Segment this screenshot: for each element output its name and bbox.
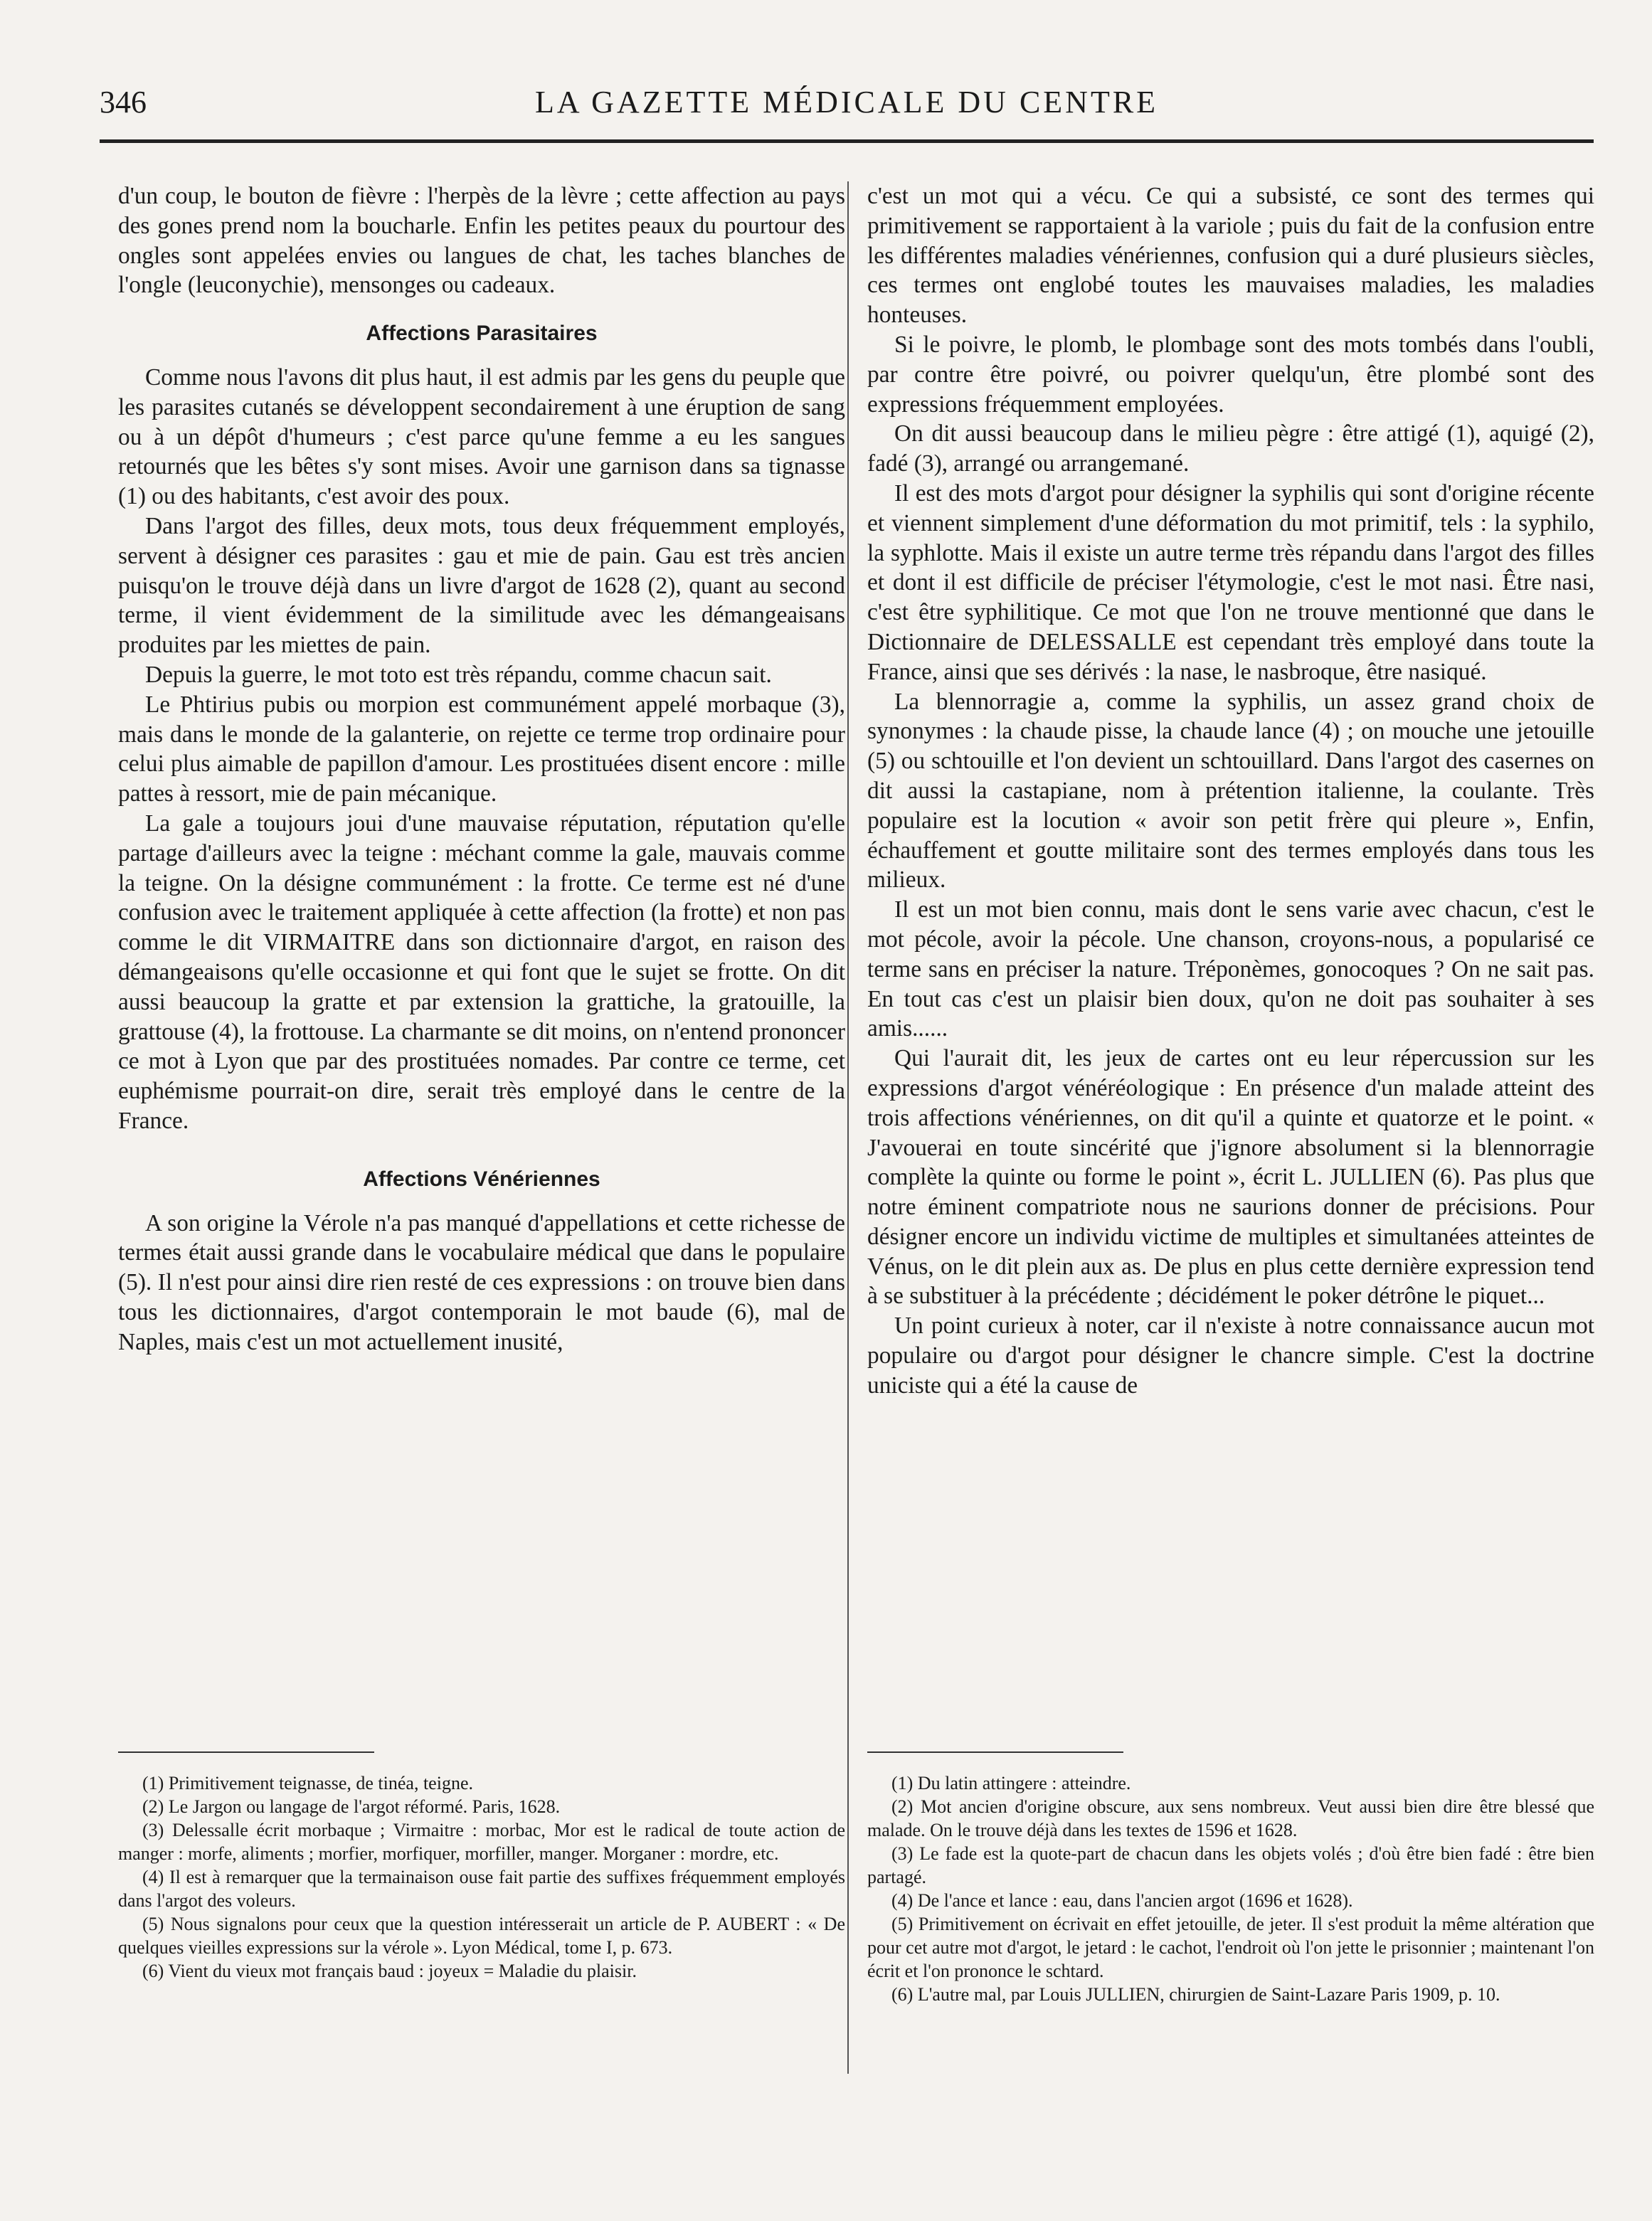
footnote: (2) Le Jargon ou langage de l'argot réformé. Paris, 1628. xyxy=(142,1796,561,1817)
paragraph: A son origine la Vérole n'a pas manqué d'appellations et cette richesse de termes était aussi grande dans le vocabulaire médical que dans le populaire (5). Il n'est pour ainsi dire rien resté de ces expressions : on trouve bien dans tous les dictionnaires, d'argot contemporain le mot baude (6), mal de Naples, mais c'est un mot actuellement inusité, xyxy=(118,1209,845,1355)
paragraph: Il est un mot bien connu, mais dont le sens varie avec chacun, c'est le mot pécole, avoir la pécole. Une chanson, croyons-nous, a popularisé ce terme sans en préciser la nature. Tréponèmes, gonocoques ? On ne sait pas. En tout cas c'est un plaisir bien doux, qu'on ne doit pas souhaiter à ses amis...... xyxy=(867,896,1594,1042)
footnote: (5) Primitivement on écrivait en effet jetouille, de jeter. Il s'est produit la même altération que pour cet autre mot d'argot, le jetard : le cachot, l'endroit où l'on jette le prisonnier ; maintenant l'on écrit et l'on prononce le schtard. xyxy=(867,1914,1594,1981)
paragraph: Un point curieux à noter, car il n'existe à notre connaissance aucun mot populaire ou d'argot pour désigner le chancre simple. C'est la doctrine uniciste qui a été la cause de xyxy=(867,1313,1594,1399)
footnotes-left xyxy=(118,1771,845,1983)
paragraph: Si le poivre, le plomb, le plombage sont des mots tombés dans l'oubli, par contre être poivré, ou poivrer quelqu'un, être plombé sont des expressions fréquemment employées. xyxy=(867,331,1594,418)
journal-title: LA GAZETTE MÉDICALE DU CENTRE xyxy=(534,85,1159,120)
footnote: (4) De l'ance et lance : eau, dans l'ancien argot (1696 et 1628). xyxy=(891,1890,1353,1911)
header-rule xyxy=(100,139,1594,143)
footnote: (4) Il est à remarquer que la termainaison ouse fait partie des suffixes fréquemment employés dans l'argot des voleurs. xyxy=(118,1867,845,1911)
section-heading-parasitaires: Affections Parasitaires xyxy=(366,322,598,346)
paragraph: On dit aussi beaucoup dans le milieu pègre : être attigé (1), aquigé (2), fadé (3), arrangé ou arrangemané. xyxy=(867,420,1594,477)
page-header xyxy=(100,84,1594,129)
paragraph: La gale a toujours joui d'une mauvaise réputation, réputation qu'elle partage d'ailleurs avec la teigne : méchant comme la gale, mauvais comme la teigne. On la désigne communément : la frotte. Ce terme est né d'une confusion avec le traitement appliquée à cette affection (la frotte) et non pas comme le dit VIRMAITRE dans son dictionnaire d'argot, en raison des démangeaisons qu'elle occasionne et qui font que le sujet se frotte. On dit aussi beaucoup la gratte et par extension la grattiche, la gratouille, la grattouse (4), la frottouse. La charmante se dit moins, on n'entend prononcer ce mot à Lyon que par des prostituées nomades. Par contre ce terme, cet euphémisme pourrait-on dire, serait très employé dans le centre de la France. xyxy=(118,810,845,1134)
footnote: (6) Vient du vieux mot français baud : joyeux = Maladie du plaisir. xyxy=(142,1961,637,1981)
left-column xyxy=(118,181,845,1357)
footnote: (6) L'autre mal, par Louis JULLIEN, chirurgien de Saint-Lazare Paris 1909, p. 10. xyxy=(891,1984,1500,2005)
paragraph: Comme nous l'avons dit plus haut, il est admis par les gens du peuple que les parasites cutanés se développent secondairement à une éruption de sang ou à un dépôt d'humeurs ; c'est parce qu'une femme a eu les sangues retournés que les bêtes s'y sont mises. Avoir une garnison dans sa tignasse (1) ou des habitants, c'est avoir des poux. xyxy=(118,364,845,510)
paragraph: Il est des mots d'argot pour désigner la syphilis qui sont d'origine récente et viennent simplement d'une déformation du mot primitif, tels : la syphilo, la syphlotte. Mais il existe un autre terme très répandu dans l'argot des filles et dont il est difficile de préciser l'étymologie, c'est le mot nasi. Être nasi, c'est être syphilitique. Ce mot que l'on ne trouve mentionné que dans le Dictionnaire de DELESSALLE est cependant très employé dans toute la France, ainsi que ses dérivés : la nase, le nasbroque, être nasiqué. xyxy=(867,479,1594,685)
section-heading-veneriennes: Affections Vénériennes xyxy=(363,1167,600,1191)
paragraph: d'un coup, le bouton de fièvre : l'herpès de la lèvre ; cette affection au pays des gones prend nom la boucharle. Enfin les petites peaux du pourtour des ongles sont appelées envies ou langues de chat, les taches blanches de l'ongle (leuconychie), mensonges ou cadeaux. xyxy=(118,183,845,299)
right-column xyxy=(867,181,1594,1401)
footnote: (3) Delessalle écrit morbaque ; Virmaitre : morbac, Mor est le radical de toute action de manger : morfe, aliments ; morfier, morfiquer, morfiller, manger. Morganer : mordre, etc. xyxy=(118,1820,845,1864)
footnote: (5) Nous signalons pour ceux que la question intéresserait un article de P. AUBERT : « De quelques vieilles expressions sur la vérole ». Lyon Médical, tome I, p. 673. xyxy=(118,1914,845,1958)
paragraph: Le Phtirius pubis ou morpion est communément appelé morbaque (3), mais dans le monde de la galanterie, on rejette ce terme trop ordinaire pour celui plus aimable de papillon d'amour. Les prostituées disent encore : mille pattes à ressort, mie de pain mécanique. xyxy=(118,691,845,807)
column-divider xyxy=(847,181,849,2074)
paragraph: La blennorragie a, comme la syphilis, un assez grand choix de synonymes : la chaude pisse, la chaude lance (4) ; on mouche une jetouille (5) ou schtouille et l'on devient un schtouillard. Dans l'argot des casernes on dit aussi la castapiane, nom à prétention italienne, la coulante. Très populaire est la locution « avoir son petit frère qui pleure », Enfin, échauffement et goutte militaire sont des termes employés dans tous les milieux. xyxy=(867,688,1594,894)
footnote: (1) Du latin attingere : atteindre. xyxy=(891,1773,1131,1793)
footnote-rule xyxy=(867,1751,1123,1753)
footnote: (3) Le fade est la quote-part de chacun dans les objets volés ; d'où être bien fadé : être bien partagé. xyxy=(867,1843,1594,1887)
footnote-rule xyxy=(118,1751,374,1753)
paragraph: Qui l'aurait dit, les jeux de cartes ont eu leur répercussion sur les expressions d'argot vénéréologique : En présence d'un malade atteint des trois affections vénériennes, on dit qu'il a quinte et quatorze et le point. « J'avouerai en toute sincérité que j'ignore absolument si la blennorragie complète la quinte ou forme le point », écrit L. JULLIEN (6). Pas plus que notre éminent compatriote nous ne saurions donner de précisions. Pour désigner encore un individu victime de multiples et simultanées atteintes de Vénus, on le dit plein aux as. De plus en plus cette dernière expression tend à se substituer à la précédente ; décidément le poker détrône le piquet... xyxy=(867,1045,1594,1310)
paragraph: Depuis la guerre, le mot toto est très répandu, comme chacun sait. xyxy=(145,661,772,688)
footnotes-right xyxy=(867,1771,1594,2006)
paragraph: c'est un mot qui a vécu. Ce qui a subsisté, ce sont des termes qui primitivement se rapportaient à la variole ; puis du fait de la confusion entre les différentes maladies vénériennes, confusion qui a duré plusieurs siècles, ces termes ont englobé toutes les mauvaises maladies, les maladies honteuses. xyxy=(867,183,1594,329)
page-number: 346 xyxy=(100,85,147,120)
footnote: (1) Primitivement teignasse, de tinéa, teigne. xyxy=(142,1773,473,1793)
footnote: (2) Mot ancien d'origine obscure, aux sens nombreux. Veut aussi bien dire être blessé que malade. On le trouve déjà dans les textes de 1596 et 1628. xyxy=(867,1796,1594,1840)
paragraph: Dans l'argot des filles, deux mots, tous deux fréquemment employés, servent à désigner ces parasites : gau et mie de pain. Gau est très ancien puisqu'on le trouve déjà dans un livre d'argot de 1628 (2), quant au second terme, il vient évidemment de la similitude avec les démangeaisans produites par les miettes de pain. xyxy=(118,512,845,659)
